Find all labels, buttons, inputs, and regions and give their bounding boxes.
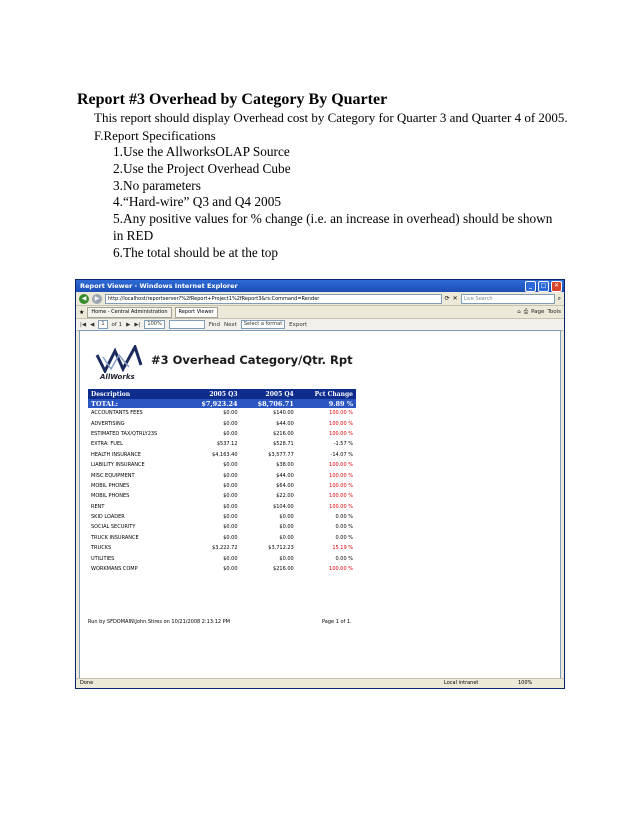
spec-item: 5.Any positive values for % change (i.e. an increase in overhead) should be shown	[113, 211, 553, 227]
tab-report-viewer[interactable]: Report Viewer	[175, 307, 218, 318]
cell-q3: $0.00	[223, 503, 238, 510]
cell-q3: $0.00	[223, 410, 238, 417]
cell-pct: 100.00 %	[329, 462, 353, 469]
home-icon[interactable]: ⌂	[517, 309, 521, 315]
table-row	[88, 408, 356, 418]
doc-intro: This report should display Overhead cost by Category for Quarter 3 and Quarter 4 of 2005.	[94, 110, 568, 125]
spec-item: 2.Use the Project Overhead Cube	[113, 160, 291, 176]
spec-heading: F.Report Specifications	[94, 128, 216, 143]
col-header: 2005 Q3	[184, 389, 240, 399]
zoom-level[interactable]: 100%	[518, 680, 533, 686]
window-titlebar	[76, 280, 564, 292]
find-input[interactable]	[169, 320, 205, 329]
table-row	[88, 460, 356, 470]
cell-pct: -14.07 %	[330, 451, 353, 458]
minimize-button[interactable]: _	[525, 281, 536, 292]
cell-pct: 100.00 %	[329, 566, 353, 573]
cell-q4: $3,577.77	[268, 451, 294, 458]
cell-pct: 100.00 %	[329, 503, 353, 510]
table-row	[88, 553, 356, 563]
col-header: 2005 Q4	[241, 389, 297, 399]
cell-desc: UTILITIES	[91, 555, 115, 562]
cell-desc: LIABILITY INSURANCE	[91, 462, 145, 469]
cell-q4: $38.00	[276, 462, 294, 469]
tab-bar	[76, 306, 564, 319]
cell-desc: RENT	[91, 503, 105, 510]
cell-q4: $0.00	[279, 534, 294, 541]
cell-desc: MOBIL PHONES	[91, 482, 130, 489]
cell-q3: $0.00	[223, 430, 238, 437]
spec-item: 3.No parameters	[113, 177, 201, 193]
page-count: of 1	[111, 321, 123, 328]
cell-desc: SKID LOADER	[91, 514, 125, 521]
window-title: Report Viewer - Windows Internet Explorer	[80, 282, 238, 290]
table-row	[88, 439, 356, 449]
cell-desc: WORKMANS COMP	[91, 566, 138, 573]
total-pct: 9.89 %	[297, 399, 356, 408]
cell-desc: ADVERTISING	[91, 420, 125, 427]
cell-q4: $3,712.23	[268, 545, 294, 552]
status-bar	[76, 678, 564, 688]
tab-home-central-administration[interactable]: Home - Central Administration	[87, 307, 171, 318]
col-header: Pct Change	[297, 389, 356, 399]
cell-q4: $528.71	[273, 441, 294, 448]
cell-q3: $0.00	[223, 524, 238, 531]
forward-arrow-icon[interactable]: ▶	[92, 294, 102, 304]
spec-item: 4.“Hard-wire” Q3 and Q4 2005	[113, 194, 282, 210]
cell-q4: $64.00	[276, 482, 294, 489]
report-title: #3 Overhead Category/Qtr. Rpt	[151, 353, 353, 367]
favorites-star-icon[interactable]: ★	[79, 308, 85, 316]
table-row	[88, 502, 356, 512]
table-row	[88, 418, 356, 428]
cell-pct: 15.19 %	[332, 545, 353, 552]
table-row	[88, 543, 356, 553]
table-row	[88, 564, 356, 574]
export-format-select[interactable]: Select a format	[241, 320, 285, 329]
cell-pct: 100.00 %	[329, 493, 353, 500]
table-row	[88, 491, 356, 501]
cell-q3: $0.00	[223, 534, 238, 541]
cell-desc: MOBIL PHONES	[91, 493, 130, 500]
cell-q3: $0.00	[223, 420, 238, 427]
page-number-input[interactable]: 1	[98, 320, 107, 329]
maximize-button[interactable]: □	[538, 281, 549, 292]
cell-q3: $0.00	[223, 472, 238, 479]
run-by-text: Run by SFDOMAIN\John.Stires on 10/21/2008 2:13:12 PM	[88, 619, 230, 625]
total-q3: $7,923.24	[184, 399, 240, 408]
total-q4: $8,706.71	[241, 399, 297, 408]
table-row	[88, 522, 356, 532]
cell-q3: $4,163.40	[212, 451, 238, 458]
cell-q3: $0.00	[223, 493, 238, 500]
cell-q3: $0.00	[223, 482, 238, 489]
search-icon[interactable]: ⌕	[557, 294, 561, 302]
prev-page-icon[interactable]: ◀	[90, 321, 95, 328]
next-link[interactable]: Next	[223, 321, 237, 328]
stop-icon[interactable]: ✕	[452, 295, 458, 302]
report-content	[79, 330, 561, 680]
cell-desc: TRUCKS	[91, 545, 112, 552]
cell-q4: $44.00	[276, 472, 294, 479]
search-input[interactable]: Live Search	[461, 294, 555, 304]
cell-q3: $537.12	[216, 441, 238, 448]
table-header-row	[88, 389, 356, 399]
col-header: Description	[88, 389, 184, 399]
back-arrow-icon[interactable]: ◀	[79, 294, 89, 304]
cell-q4: $0.00	[279, 524, 294, 531]
total-row	[88, 399, 356, 408]
cell-q4: $22.00	[276, 493, 294, 500]
cell-pct: 0.00 %	[335, 555, 353, 562]
ie-window	[75, 279, 565, 689]
print-icon[interactable]: ⎙	[523, 308, 529, 315]
page-of-text: Page 1 of 1.	[322, 619, 352, 625]
overhead-table	[88, 389, 356, 574]
cell-pct: 100.00 %	[329, 430, 353, 437]
cell-desc: EXTRA: FUEL	[91, 441, 123, 448]
cell-desc: TRUCK INSURANCE	[91, 534, 139, 541]
address-input[interactable]: http://localhost/reportserver?%2fReport+Project1%2fReport3&rs:Command=Render	[105, 294, 442, 304]
cell-pct: 100.00 %	[329, 410, 353, 417]
address-bar-row	[76, 292, 564, 306]
cell-q3: $0.00	[223, 566, 238, 573]
cell-q4: $0.00	[279, 514, 294, 521]
doc-title: Report #3 Overhead by Category By Quarter	[77, 91, 388, 108]
page-menu[interactable]: Page	[531, 309, 545, 315]
security-zone: Local intranet	[444, 680, 479, 686]
cell-q4: $104.00	[273, 503, 294, 510]
table-row	[88, 512, 356, 522]
zoom-select[interactable]: 100%	[144, 320, 164, 329]
cell-pct: 100.00 %	[329, 482, 353, 489]
logo-text: AllWorks	[100, 373, 135, 381]
cell-q4: $0.00	[279, 555, 294, 562]
first-page-icon[interactable]: |◀	[80, 321, 87, 328]
cell-q4: $216.00	[273, 566, 294, 573]
cell-q3: $0.00	[223, 462, 238, 469]
table-row	[88, 481, 356, 491]
tools-menu[interactable]: Tools	[547, 309, 561, 315]
cell-pct: 100.00 %	[329, 472, 353, 479]
table-row	[88, 470, 356, 480]
cell-pct: 0.00 %	[335, 524, 353, 531]
close-button[interactable]: ✕	[551, 281, 562, 292]
export-link[interactable]: Export	[289, 321, 308, 328]
cell-q3: $0.00	[223, 555, 238, 562]
spec-item: in RED	[113, 227, 154, 243]
cell-q3: $0.00	[223, 514, 238, 521]
next-page-icon[interactable]: ▶	[126, 321, 131, 328]
cell-q3: $3,222.72	[212, 545, 238, 552]
cell-q4: $216.00	[273, 430, 294, 437]
cell-desc: SOCIAL SECURITY	[91, 524, 136, 531]
cell-desc: ACCOUNTANTS FEES	[91, 410, 143, 417]
cell-q4: $44.00	[276, 420, 294, 427]
cell-pct: -1.57 %	[333, 441, 353, 448]
cell-desc: ESTIMATED TAX/QTRLY23S	[91, 430, 158, 437]
cell-pct: 0.00 %	[335, 514, 353, 521]
total-label: TOTAL:	[88, 399, 184, 408]
table-row	[88, 533, 356, 543]
spec-item: 1.Use the AllworksOLAP Source	[113, 144, 290, 159]
last-page-icon[interactable]: ▶|	[134, 321, 141, 328]
allworks-logo	[95, 345, 145, 373]
table-row	[88, 450, 356, 460]
document-body	[77, 90, 597, 262]
find-link[interactable]: Find	[208, 321, 220, 328]
spec-item: 6.The total should be at the top	[113, 244, 279, 260]
refresh-icon[interactable]: ⟳	[444, 295, 450, 302]
cell-desc: MISC EQUIPMENT	[91, 472, 135, 479]
cell-pct: 0.00 %	[335, 534, 353, 541]
status-text: Done	[80, 680, 94, 686]
cell-pct: 100.00 %	[329, 420, 353, 427]
table-row	[88, 429, 356, 439]
cell-desc: HEALTH INSURANCE	[91, 451, 141, 458]
cell-q4: $140.00	[273, 410, 294, 417]
